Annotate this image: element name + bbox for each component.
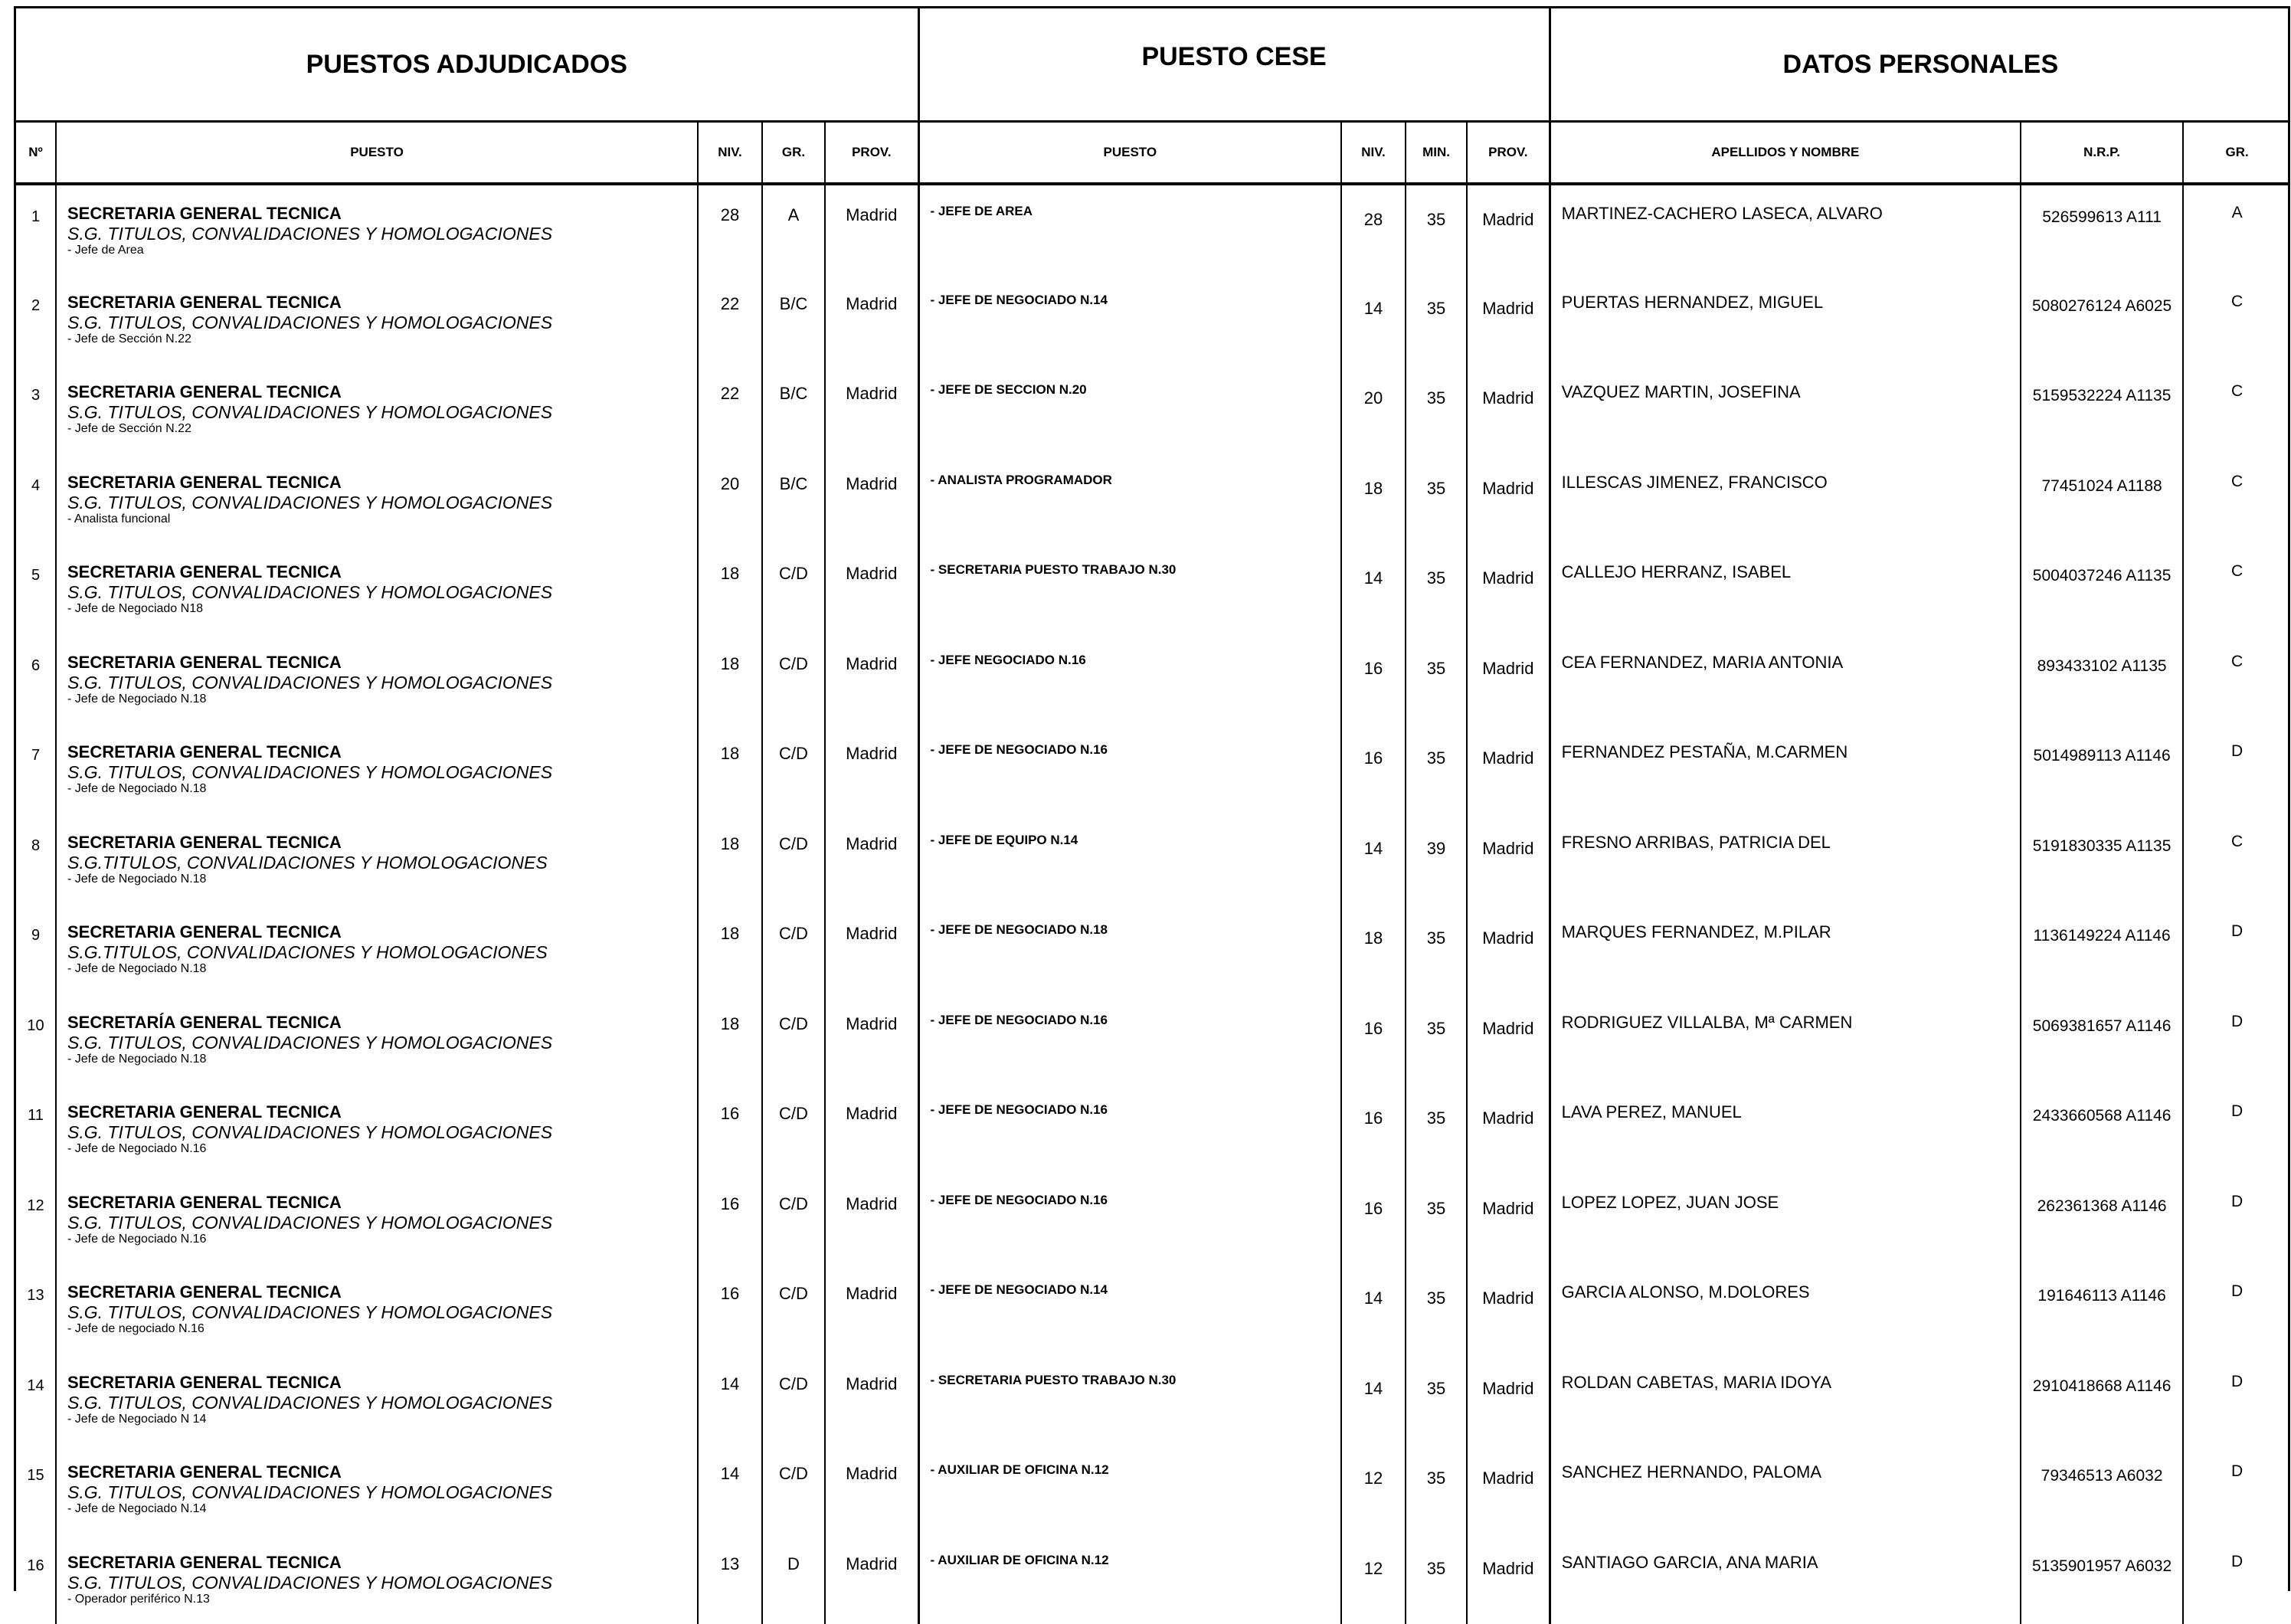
puesto-adjudicado xyxy=(56,184,698,274)
col-num: Nº xyxy=(16,122,56,185)
puesto-adjudicado xyxy=(56,904,698,994)
apellidos-nombre: CALLEJO HERRANZ, ISABEL xyxy=(1550,544,2021,634)
row-number: 6 xyxy=(16,634,56,725)
table-row xyxy=(16,364,2290,454)
table-row xyxy=(16,724,2290,814)
puesto-cese: - JEFE DE NEGOCIADO N.18 xyxy=(918,904,1341,994)
job-title: - Jefe de Negociado N18 xyxy=(67,602,697,616)
grupo-personal: C xyxy=(2183,544,2290,634)
cese-nivel: 14 xyxy=(1341,1264,1406,1354)
subunit-name: S.G. TITULOS, CONVALIDACIONES Y HOMOLOGACIONES xyxy=(67,1482,697,1502)
job-title: - Jefe de Sección N.22 xyxy=(67,332,697,346)
nivel: 18 xyxy=(698,634,762,725)
col-gr: GR. xyxy=(762,122,825,185)
ministerio: 35 xyxy=(1406,1354,1467,1445)
cese-nivel: 12 xyxy=(1341,1444,1406,1534)
row-number: 3 xyxy=(16,364,56,454)
row-number: 8 xyxy=(16,814,56,905)
table-row xyxy=(16,1444,2290,1534)
unit-name: SECRETARIA GENERAL TECNICA xyxy=(67,922,697,942)
subunit-name: S.G. TITULOS, CONVALIDACIONES Y HOMOLOGACIONES xyxy=(67,224,697,244)
apellidos-nombre: MARQUES FERNANDEZ, M.PILAR xyxy=(1550,904,2021,994)
ministerio: 35 xyxy=(1406,454,1467,545)
cese-nivel: 18 xyxy=(1341,904,1406,994)
ministerio: 35 xyxy=(1406,1444,1467,1534)
grupo: C/D xyxy=(762,904,825,994)
nivel: 18 xyxy=(698,544,762,634)
row-number: 1 xyxy=(16,184,56,274)
unit-name: SECRETARIA GENERAL TECNICA xyxy=(67,1462,697,1482)
grupo-personal: A xyxy=(2183,184,2290,274)
puesto-cese: - SECRETARIA PUESTO TRABAJO N.30 xyxy=(918,544,1341,634)
col-nrp: N.R.P. xyxy=(2021,122,2183,185)
nrp: 262361368 A1146 xyxy=(2021,1174,2183,1265)
cese-provincia: Madrid xyxy=(1467,1084,1550,1174)
ministerio: 35 xyxy=(1406,544,1467,634)
puesto-adjudicado xyxy=(56,1264,698,1354)
puesto-cese: - ANALISTA PROGRAMADOR xyxy=(918,454,1341,545)
job-title: - Jefe de Negociado N.18 xyxy=(67,782,697,796)
grupo: C/D xyxy=(762,1444,825,1534)
cese-nivel: 16 xyxy=(1341,1084,1406,1174)
table-row xyxy=(16,1534,2290,1624)
ministerio: 35 xyxy=(1406,634,1467,725)
cese-provincia: Madrid xyxy=(1467,1354,1550,1445)
provincia: Madrid xyxy=(825,1444,918,1534)
unit-name: SECRETARIA GENERAL TECNICA xyxy=(67,1553,697,1573)
job-title: - Jefe de Negociado N.18 xyxy=(67,1053,697,1066)
ministerio: 35 xyxy=(1406,904,1467,994)
puesto-cese: - JEFE NEGOCIADO N.16 xyxy=(918,634,1341,725)
ministerio: 35 xyxy=(1406,184,1467,274)
cese-nivel: 20 xyxy=(1341,364,1406,454)
subunit-name: S.G.TITULOS, CONVALIDACIONES Y HOMOLOGACIONES xyxy=(67,942,697,962)
puesto-cese: - JEFE DE NEGOCIADO N.16 xyxy=(918,724,1341,814)
nrp: 5069381657 A1146 xyxy=(2021,994,2183,1085)
puesto-adjudicado xyxy=(56,634,698,725)
cese-nivel: 14 xyxy=(1341,1354,1406,1445)
cese-provincia: Madrid xyxy=(1467,1174,1550,1265)
grupo-personal: D xyxy=(2183,1264,2290,1354)
unit-name: SECRETARIA GENERAL TECNICA xyxy=(67,293,697,313)
grupo: C/D xyxy=(762,544,825,634)
grupo-personal: C xyxy=(2183,634,2290,725)
provincia: Madrid xyxy=(825,634,918,725)
row-number: 7 xyxy=(16,724,56,814)
apellidos-nombre: LOPEZ LOPEZ, JUAN JOSE xyxy=(1550,1174,2021,1265)
subunit-name: S.G. TITULOS, CONVALIDACIONES Y HOMOLOGACIONES xyxy=(67,582,697,602)
col-cese-prov: PROV. xyxy=(1467,122,1550,185)
provincia: Madrid xyxy=(825,274,918,365)
nivel: 22 xyxy=(698,274,762,365)
nrp: 1136149224 A1146 xyxy=(2021,904,2183,994)
nrp: 77451024 A1188 xyxy=(2021,454,2183,545)
subunit-name: S.G. TITULOS, CONVALIDACIONES Y HOMOLOGACIONES xyxy=(67,1393,697,1413)
nrp: 2433660568 A1146 xyxy=(2021,1084,2183,1174)
provincia: Madrid xyxy=(825,364,918,454)
col-min: MIN. xyxy=(1406,122,1467,185)
provincia: Madrid xyxy=(825,544,918,634)
ministerio: 35 xyxy=(1406,724,1467,814)
nrp: 5191830335 A1135 xyxy=(2021,814,2183,905)
puesto-adjudicado xyxy=(56,1444,698,1534)
cese-provincia: Madrid xyxy=(1467,724,1550,814)
nrp: 5080276124 A6025 xyxy=(2021,274,2183,365)
apellidos-nombre: FERNANDEZ PESTAÑA, M.CARMEN xyxy=(1550,724,2021,814)
unit-name: SECRETARIA GENERAL TECNICA xyxy=(67,1282,697,1302)
nivel: 14 xyxy=(698,1354,762,1445)
grupo-personal: D xyxy=(2183,724,2290,814)
job-title: - Jefe de Area xyxy=(67,244,697,257)
unit-name: SECRETARIA GENERAL TECNICA xyxy=(67,473,697,493)
cese-nivel: 28 xyxy=(1341,184,1406,274)
puesto-adjudicado xyxy=(56,994,698,1085)
grupo-personal: C xyxy=(2183,274,2290,365)
nrp: 5004037246 A1135 xyxy=(2021,544,2183,634)
cese-provincia: Madrid xyxy=(1467,454,1550,545)
nrp: 79346513 A6032 xyxy=(2021,1444,2183,1534)
puesto-cese: - JEFE DE NEGOCIADO N.16 xyxy=(918,994,1341,1085)
subunit-name: S.G. TITULOS, CONVALIDACIONES Y HOMOLOGACIONES xyxy=(67,1213,697,1233)
provincia: Madrid xyxy=(825,1174,918,1265)
nivel: 16 xyxy=(698,1084,762,1174)
row-number: 14 xyxy=(16,1354,56,1445)
puesto-cese: - JEFE DE NEGOCIADO N.16 xyxy=(918,1084,1341,1174)
apellidos-nombre: CEA FERNANDEZ, MARIA ANTONIA xyxy=(1550,634,2021,725)
job-title: - Jefe de Negociado N.16 xyxy=(67,1142,697,1156)
puesto-adjudicado xyxy=(56,544,698,634)
grupo: C/D xyxy=(762,994,825,1085)
col-cese-puesto: PUESTO xyxy=(918,122,1341,185)
assignments-table xyxy=(16,8,2290,1624)
row-number: 12 xyxy=(16,1174,56,1265)
grupo-personal: D xyxy=(2183,1534,2290,1624)
unit-name: SECRETARIA GENERAL TECNICA xyxy=(67,204,697,224)
row-number: 4 xyxy=(16,454,56,545)
nrp: 526599613 A111 xyxy=(2021,184,2183,274)
job-title: - Jefe de negociado N.16 xyxy=(67,1322,697,1336)
unit-name: SECRETARÍA GENERAL TECNICA xyxy=(67,1013,697,1033)
puesto-adjudicado xyxy=(56,1084,698,1174)
provincia: Madrid xyxy=(825,1264,918,1354)
subunit-name: S.G. TITULOS, CONVALIDACIONES Y HOMOLOGACIONES xyxy=(67,673,697,692)
unit-name: SECRETARIA GENERAL TECNICA xyxy=(67,1373,697,1393)
job-title: - Analista funcional xyxy=(67,512,697,526)
subunit-name: S.G. TITULOS, CONVALIDACIONES Y HOMOLOGACIONES xyxy=(67,762,697,782)
cese-provincia: Madrid xyxy=(1467,184,1550,274)
grupo-personal: D xyxy=(2183,904,2290,994)
grupo: C/D xyxy=(762,814,825,905)
table-row xyxy=(16,814,2290,905)
cese-provincia: Madrid xyxy=(1467,364,1550,454)
unit-name: SECRETARIA GENERAL TECNICA xyxy=(67,653,697,673)
nrp: 5159532224 A1135 xyxy=(2021,364,2183,454)
ministerio: 35 xyxy=(1406,1264,1467,1354)
table-row xyxy=(16,1084,2290,1174)
puesto-adjudicado xyxy=(56,454,698,545)
job-title: - Jefe de Sección N.22 xyxy=(67,422,697,436)
unit-name: SECRETARIA GENERAL TECNICA xyxy=(67,1193,697,1213)
grupo: B/C xyxy=(762,454,825,545)
provincia: Madrid xyxy=(825,1534,918,1624)
puesto-cese: - JEFE DE NEGOCIADO N.14 xyxy=(918,1264,1341,1354)
ministerio: 35 xyxy=(1406,1534,1467,1624)
table-row xyxy=(16,184,2290,274)
subunit-name: S.G. TITULOS, CONVALIDACIONES Y HOMOLOGACIONES xyxy=(67,402,697,422)
grupo-personal: D xyxy=(2183,1354,2290,1445)
puesto-cese: - SECRETARIA PUESTO TRABAJO N.30 xyxy=(918,1354,1341,1445)
grupo: C/D xyxy=(762,1084,825,1174)
unit-name: SECRETARIA GENERAL TECNICA xyxy=(67,382,697,402)
section-puestos-adjudicados: PUESTOS ADJUDICADOS xyxy=(16,8,918,122)
cese-nivel: 14 xyxy=(1341,544,1406,634)
table-row xyxy=(16,994,2290,1085)
apellidos-nombre: VAZQUEZ MARTIN, JOSEFINA xyxy=(1550,364,2021,454)
provincia: Madrid xyxy=(825,1084,918,1174)
subunit-name: S.G. TITULOS, CONVALIDACIONES Y HOMOLOGACIONES xyxy=(67,1122,697,1142)
puesto-adjudicado xyxy=(56,1174,698,1265)
ministerio: 35 xyxy=(1406,364,1467,454)
puesto-cese: - JEFE DE AREA xyxy=(918,184,1341,274)
grupo: C/D xyxy=(762,1174,825,1265)
nivel: 18 xyxy=(698,994,762,1085)
cese-nivel: 12 xyxy=(1341,1534,1406,1624)
cese-provincia: Madrid xyxy=(1467,274,1550,365)
provincia: Madrid xyxy=(825,1354,918,1445)
nivel: 18 xyxy=(698,904,762,994)
puesto-adjudicado xyxy=(56,1534,698,1624)
row-number: 5 xyxy=(16,544,56,634)
row-number: 9 xyxy=(16,904,56,994)
table-row xyxy=(16,1354,2290,1445)
grupo-personal: C xyxy=(2183,814,2290,905)
grupo-personal: C xyxy=(2183,454,2290,545)
apellidos-nombre: SANCHEZ HERNANDO, PALOMA xyxy=(1550,1444,2021,1534)
provincia: Madrid xyxy=(825,724,918,814)
nrp: 191646113 A1146 xyxy=(2021,1264,2183,1354)
table-row xyxy=(16,274,2290,365)
grupo-personal: D xyxy=(2183,1084,2290,1174)
apellidos-nombre: MARTINEZ-CACHERO LASECA, ALVARO xyxy=(1550,184,2021,274)
apellidos-nombre: ILLESCAS JIMENEZ, FRANCISCO xyxy=(1550,454,2021,545)
job-title: - Jefe de Negociado N.18 xyxy=(67,962,697,976)
table-row xyxy=(16,904,2290,994)
provincia: Madrid xyxy=(825,814,918,905)
unit-name: SECRETARIA GENERAL TECNICA xyxy=(67,562,697,582)
job-title: - Jefe de Negociado N 14 xyxy=(67,1413,697,1426)
column-header-row xyxy=(16,122,2290,185)
grupo: C/D xyxy=(762,724,825,814)
nivel: 16 xyxy=(698,1264,762,1354)
nivel: 18 xyxy=(698,724,762,814)
job-title: - Jefe de Negociado N.16 xyxy=(67,1233,697,1246)
puesto-cese: - JEFE DE SECCION N.20 xyxy=(918,364,1341,454)
job-title: - Operador periférico N.13 xyxy=(67,1593,697,1606)
ministerio: 35 xyxy=(1406,274,1467,365)
unit-name: SECRETARIA GENERAL TECNICA xyxy=(67,742,697,762)
cese-provincia: Madrid xyxy=(1467,814,1550,905)
provincia: Madrid xyxy=(825,184,918,274)
subunit-name: S.G. TITULOS, CONVALIDACIONES Y HOMOLOGACIONES xyxy=(67,313,697,332)
ministerio: 35 xyxy=(1406,1084,1467,1174)
col-cese-niv: NIV. xyxy=(1341,122,1406,185)
nivel: 14 xyxy=(698,1444,762,1534)
cese-nivel: 14 xyxy=(1341,814,1406,905)
subunit-name: S.G. TITULOS, CONVALIDACIONES Y HOMOLOGACIONES xyxy=(67,1033,697,1053)
apellidos-nombre: RODRIGUEZ VILLALBA, Mª CARMEN xyxy=(1550,994,2021,1085)
puesto-cese: - AUXILIAR DE OFICINA N.12 xyxy=(918,1534,1341,1624)
resolution-table-page xyxy=(14,6,2290,1591)
cese-nivel: 16 xyxy=(1341,994,1406,1085)
ministerio: 39 xyxy=(1406,814,1467,905)
table-body xyxy=(16,184,2290,1624)
section-datos-personales: DATOS PERSONALES xyxy=(1550,8,2290,122)
job-title: - Jefe de Negociado N.14 xyxy=(67,1502,697,1516)
col-gr2: GR. xyxy=(2183,122,2290,185)
nrp: 893433102 A1135 xyxy=(2021,634,2183,725)
grupo: C/D xyxy=(762,1264,825,1354)
cese-nivel: 16 xyxy=(1341,1174,1406,1265)
grupo-personal: D xyxy=(2183,1174,2290,1265)
puesto-cese: - JEFE DE NEGOCIADO N.16 xyxy=(918,1174,1341,1265)
nrp: 5014989113 A1146 xyxy=(2021,724,2183,814)
grupo: B/C xyxy=(762,364,825,454)
cese-nivel: 14 xyxy=(1341,274,1406,365)
nivel: 22 xyxy=(698,364,762,454)
provincia: Madrid xyxy=(825,994,918,1085)
provincia: Madrid xyxy=(825,904,918,994)
row-number: 15 xyxy=(16,1444,56,1534)
cese-provincia: Madrid xyxy=(1467,1444,1550,1534)
puesto-adjudicado xyxy=(56,274,698,365)
grupo-personal: D xyxy=(2183,1444,2290,1534)
col-nombre: APELLIDOS Y NOMBRE xyxy=(1550,122,2021,185)
cese-nivel: 16 xyxy=(1341,724,1406,814)
section-puesto-cese: PUESTO CESE xyxy=(918,8,1550,122)
puesto-adjudicado xyxy=(56,1354,698,1445)
table-row xyxy=(16,454,2290,545)
apellidos-nombre: ROLDAN CABETAS, MARIA IDOYA xyxy=(1550,1354,2021,1445)
provincia: Madrid xyxy=(825,454,918,545)
grupo: A xyxy=(762,184,825,274)
puesto-cese: - AUXILIAR DE OFICINA N.12 xyxy=(918,1444,1341,1534)
puesto-adjudicado xyxy=(56,724,698,814)
row-number: 11 xyxy=(16,1084,56,1174)
grupo: D xyxy=(762,1534,825,1624)
puesto-adjudicado xyxy=(56,364,698,454)
nrp: 2910418668 A1146 xyxy=(2021,1354,2183,1445)
nrp: 5135901957 A6032 xyxy=(2021,1534,2183,1624)
subunit-name: S.G. TITULOS, CONVALIDACIONES Y HOMOLOGACIONES xyxy=(67,1573,697,1593)
subunit-name: S.G. TITULOS, CONVALIDACIONES Y HOMOLOGACIONES xyxy=(67,493,697,512)
col-prov: PROV. xyxy=(825,122,918,185)
cese-provincia: Madrid xyxy=(1467,634,1550,725)
puesto-cese: - JEFE DE NEGOCIADO N.14 xyxy=(918,274,1341,365)
cese-provincia: Madrid xyxy=(1467,1264,1550,1354)
cese-provincia: Madrid xyxy=(1467,904,1550,994)
apellidos-nombre: PUERTAS HERNANDEZ, MIGUEL xyxy=(1550,274,2021,365)
cese-provincia: Madrid xyxy=(1467,994,1550,1085)
row-number: 10 xyxy=(16,994,56,1085)
cese-nivel: 18 xyxy=(1341,454,1406,545)
nivel: 13 xyxy=(698,1534,762,1624)
table-row xyxy=(16,1264,2290,1354)
puesto-cese: - JEFE DE EQUIPO N.14 xyxy=(918,814,1341,905)
puesto-adjudicado xyxy=(56,814,698,905)
table-row xyxy=(16,1174,2290,1265)
apellidos-nombre: SANTIAGO GARCIA, ANA MARIA xyxy=(1550,1534,2021,1624)
section-header-row xyxy=(16,8,2290,122)
ministerio: 35 xyxy=(1406,994,1467,1085)
subunit-name: S.G.TITULOS, CONVALIDACIONES Y HOMOLOGACIONES xyxy=(67,853,697,873)
grupo: B/C xyxy=(762,274,825,365)
row-number: 16 xyxy=(16,1534,56,1624)
cese-provincia: Madrid xyxy=(1467,1534,1550,1624)
grupo-personal: D xyxy=(2183,994,2290,1085)
table-row xyxy=(16,544,2290,634)
apellidos-nombre: GARCIA ALONSO, M.DOLORES xyxy=(1550,1264,2021,1354)
table-row xyxy=(16,634,2290,725)
apellidos-nombre: LAVA PEREZ, MANUEL xyxy=(1550,1084,2021,1174)
job-title: - Jefe de Negociado N.18 xyxy=(67,692,697,706)
row-number: 13 xyxy=(16,1264,56,1354)
nivel: 16 xyxy=(698,1174,762,1265)
grupo: C/D xyxy=(762,634,825,725)
grupo: C/D xyxy=(762,1354,825,1445)
job-title: - Jefe de Negociado N.18 xyxy=(67,873,697,886)
grupo-personal: C xyxy=(2183,364,2290,454)
nivel: 18 xyxy=(698,814,762,905)
nivel: 20 xyxy=(698,454,762,545)
col-niv: NIV. xyxy=(698,122,762,185)
cese-provincia: Madrid xyxy=(1467,544,1550,634)
apellidos-nombre: FRESNO ARRIBAS, PATRICIA DEL xyxy=(1550,814,2021,905)
ministerio: 35 xyxy=(1406,1174,1467,1265)
unit-name: SECRETARIA GENERAL TECNICA xyxy=(67,1102,697,1122)
col-puesto: PUESTO xyxy=(56,122,698,185)
subunit-name: S.G. TITULOS, CONVALIDACIONES Y HOMOLOGACIONES xyxy=(67,1302,697,1322)
nivel: 28 xyxy=(698,184,762,274)
cese-nivel: 16 xyxy=(1341,634,1406,725)
row-number: 2 xyxy=(16,274,56,365)
unit-name: SECRETARIA GENERAL TECNICA xyxy=(67,833,697,853)
